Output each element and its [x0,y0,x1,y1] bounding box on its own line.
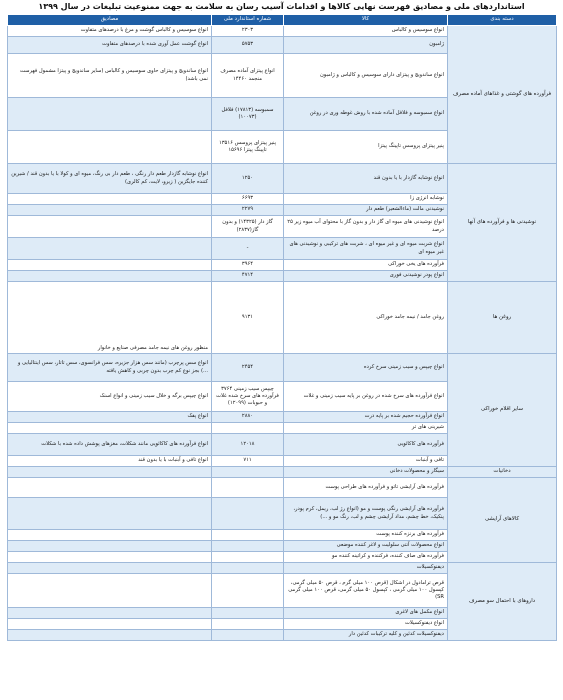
kala-cell: دیفنوکسیلات [284,563,448,574]
examples-cell [8,478,212,498]
kala-cell: انواع سوسیس و کالباس [284,26,448,37]
table-row [8,354,557,382]
standard-cell: ۱۲۵۰ [212,164,284,194]
kala-cell: انواع محصولات آنتی سلولیت و لاغر کننده موضعی [284,541,448,552]
table-row [8,478,557,498]
standard-cell: ۲۲۷۹ [212,205,284,216]
examples-cell [8,467,212,478]
standard-cell [212,541,284,552]
standard-cell [212,498,284,530]
standard-cell: ۴۷۱۴ [212,271,284,282]
kala-cell: نوشابه انرژی زا [284,194,448,205]
kala-cell: پنیر پیتزای پروسس تاپینگ پیتزا [284,131,448,164]
examples-cell [8,552,212,563]
standard-cell: سمبوسه (۱۷۸۱۳) فلافل (۱۰۰۷۳) [212,98,284,131]
examples-cell [8,205,212,216]
kala-cell: انواع سمبوسه و فلافل آماده شده با روش غوطه وری در روغن [284,98,448,131]
standard-cell [212,467,284,478]
category-cell: کالاهای آرایشی [448,478,557,563]
header-kala: کالا [284,15,448,26]
examples-cell [8,541,212,552]
table-row [8,164,557,194]
kala-cell: انواع فرآورده های سرخ شده در روغن بر پایه سیب زمینی و غلات [284,382,448,412]
examples-cell [8,563,212,574]
kala-cell: شیرینی های تر [284,423,448,434]
kala-cell: انواع ساندویچ و پیتزای دارای سوسیس و کالباس و ژامبون [284,54,448,98]
category-cell: دخانیات [448,467,557,478]
category-cell: نوشیدنی ها و فرآورده های آنها [448,164,557,282]
examples-cell [8,238,212,260]
examples-cell [8,619,212,630]
table-row [8,282,557,354]
standard-cell: پنیر پیتزای پروسس ۱۳۵۱۶ تاپینگ پیتزا ۱۵۶۹۶ [212,131,284,164]
standard-cell [212,563,284,574]
kala-cell: فرآورده های یخی خوراکی [284,260,448,271]
standard-cell [212,619,284,630]
examples-cell: منظور روغن های نیمه جامد مصرفی صنایع و خانوار [8,282,212,354]
examples-cell: انواع تافی و آبنبات با یا بدون قند [8,456,212,467]
category-cell: روغن ها [448,282,557,354]
examples-cell [8,194,212,205]
kala-cell: قرص ترامادول در اشکال (قرص ۱۰۰ میلی گرم ، قرص ۵۰ میلی گرمی، کپسول ۱۰۰ میلی گرمی ، کپسول ۵۰ میلی گرمی، قرص ۱۰۰ میلی گرمی SR) [284,574,448,608]
standard-cell: چیپس سیب زمینی ۳۷۶۴ فرآورده های سرخ شده غلات و حبوبات (۱۲۰۹۹) [212,382,284,412]
header-standard: شماره استاندارد ملی [212,15,284,26]
standard-cell: ۲۸۸۰ [212,412,284,423]
standard-cell: ۲۴۵۴ [212,354,284,382]
kala-cell: فرآورده های کاکائویی [284,434,448,456]
standard-cell [212,423,284,434]
examples-cell: انواع سوسیس و کالباس گوشت و مرغ با درصدهای متفاوت [8,26,212,37]
kala-cell: ژامبون [284,37,448,54]
standard-cell: - [212,238,284,260]
standard-cell: ۲۳۰۳ [212,26,284,37]
standard-cell [212,552,284,563]
examples-cell [8,530,212,541]
kala-cell: انواع شربت میوه ای و غیر میوه ای ، شربت های ترکیبی و نوشیدنی های غیر میوه ای [284,238,448,260]
standard-cell [212,608,284,619]
kala-cell: انواع چیپس و سیب زمینی سرخ کرده [284,354,448,382]
standard-cell [212,630,284,641]
examples-cell: انواع سس پرچرب (مانند سس هزار جزیره، سس فرانسوی، سس تاتار، سس اینتالیایی و ...) بجز نوع کم چرب بدون چربی و کاهش یافته [8,354,212,382]
kala-cell: دیفنوکسیلات کدئین و کلیه ترکیبات کدئین دار [284,630,448,641]
kala-cell: انواع نوشیدنی های میوه ای گاز دار و بدون گاز با محتوای آب میوه زیر ۲۵ درصد [284,216,448,238]
kala-cell: انواع مکمل های لاغری [284,608,448,619]
standard-cell: گاز دار (۱۴۳۲۵) و بدون گاز(۲۸۳۷) [212,216,284,238]
header-examples: مصادیق [8,15,212,26]
header-category: دسته بندی [448,15,557,26]
examples-cell [8,630,212,641]
standard-cell: ۶۶۹۳ [212,194,284,205]
kala-cell: انواع فرآورده حجیم شده بر پایه ذرت [284,412,448,423]
examples-cell: انواع چیپس برگه و خلال سیب زمینی و انواع اسنک [8,382,212,412]
page-title: استانداردهای ملی و مصادیق فهرست نهایی کالاها و اقدامات آسیب رسان به سلامت به جهت ممنوعیت تبلیغات در سال ۱۳۹۹ [38,2,525,11]
examples-cell: انواع گوشت عمل آوری شده با درصدهای متفاوت [8,37,212,54]
examples-cell [8,608,212,619]
standard-cell [212,574,284,608]
products-table [7,14,557,641]
standard-cell: ۹۱۳۱ [212,282,284,354]
examples-cell [8,423,212,434]
standard-cell: انواع پیتزای آماده مصرف منجمد ۱۴۴۶۰ [212,54,284,98]
examples-cell [8,574,212,608]
kala-cell: انواع نوشابه گازدار با یا بدون قند [284,164,448,194]
table-row [8,467,557,478]
examples-cell [8,271,212,282]
standard-cell: ۵۷۵۳ [212,37,284,54]
table-row [8,563,557,574]
examples-cell: انواع پفک [8,412,212,423]
examples-cell: انواع ساندویچ و پیتزای حاوی سوسیس و کالباس (سایر ساندویچ و پیتزا مشمول فهرست نمی باشد) [8,54,212,98]
examples-cell [8,216,212,238]
kala-cell: روغن جامد / نیمه جامد خوراکی [284,282,448,354]
category-cell: فرآورده های گوشتی و غذاهای آماده مصرف [448,26,557,164]
kala-cell: فرآورده های آرایشی تاتو و فرآورده های طراحی پوست [284,478,448,498]
examples-cell: انواع فرآورده های کاکائویی مانند شکلات، مغزهای پوشش داده شده با شکلات [8,434,212,456]
kala-cell: سیگار و محصولات دخانی [284,467,448,478]
examples-cell [8,498,212,530]
category-cell: سایر اقلام خوراکی [448,354,557,467]
header-row [8,15,557,26]
examples-cell: انواع نوشابه گازدار طعم دار رنگی ، طعم دار بی رنگ، میوه ای و کولا با یا بدون قند / شیرین کننده جایگزین ( زیرو، لایت، کم کالری) [8,164,212,194]
kala-cell: انواع پودر نوشیدنی فوری [284,271,448,282]
standard-cell [212,530,284,541]
kala-cell: نوشیدنی مالت (ماءالشعیر) طعم دار [284,205,448,216]
category-cell: داروهای با احتمال سو مصرف [448,563,557,641]
table-row [8,26,557,37]
standard-cell [212,478,284,498]
kala-cell: فرآورده های آرایشی رنگی پوست و مو (انواع رژ لب، ریمل، کرم پودر، پنکیک، خط چشم، مداد آرایشی چشم و لب، رنگ مو و ...) [284,498,448,530]
kala-cell: فرآورده های صاف کننده، فرکننده و کراتینه کننده مو [284,552,448,563]
examples-cell [8,131,212,164]
standard-cell: ۷۱۱ [212,456,284,467]
examples-cell [8,260,212,271]
standard-cell: ۳۹۶۴ [212,260,284,271]
examples-cell [8,98,212,131]
kala-cell: انواع دیفنوکسیلات [284,619,448,630]
standard-cell: ۱۲۰۱۸ [212,434,284,456]
kala-cell: تافی و آبنبات [284,456,448,467]
kala-cell: فرآورده های برنزه کننده پوست [284,530,448,541]
